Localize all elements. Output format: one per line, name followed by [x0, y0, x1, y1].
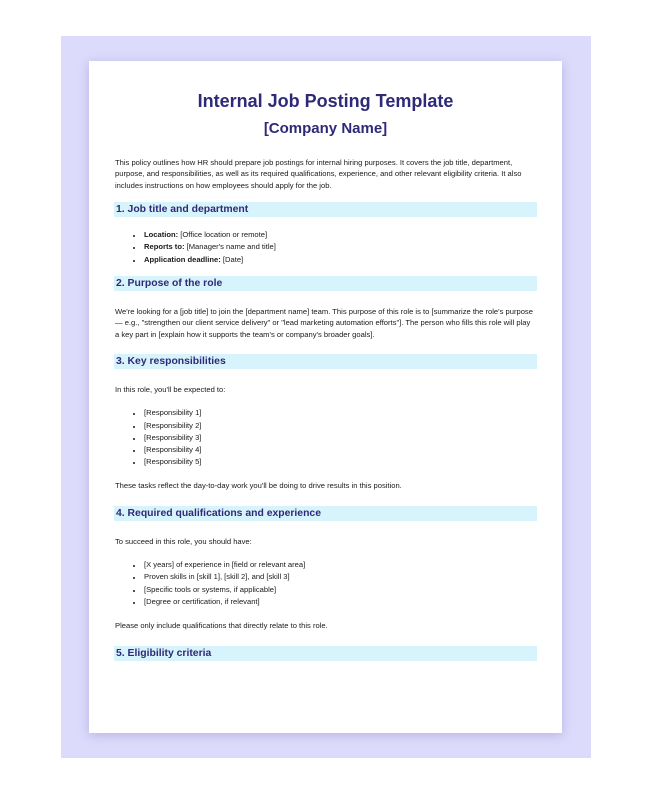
list-item: • [Degree or certification, if relevant] — [143, 596, 536, 608]
list-item — [143, 254, 536, 266]
responsibilities-intro: In this role, you'll be expected to: — [115, 385, 226, 395]
list-item: • [Specific tools or systems, if applicable] — [143, 584, 536, 596]
section-heading-eligibility: 5. Eligibility criteria — [114, 646, 537, 661]
qualifications-intro: To succeed in this role, you should have: — [115, 536, 252, 546]
list-item: • [Responsibility 2] — [143, 420, 536, 432]
list-item: • [Responsibility 4] — [143, 444, 536, 456]
item-label: Reports to: — [144, 242, 185, 252]
responsibilities-outro: These tasks reflect the day-to-day work you'll be doing to drive results in this position. — [115, 481, 402, 491]
document-page — [89, 61, 562, 733]
intro-paragraph: This policy outlines how HR should prepare job postings for internal hiring purposes. It covers the job title, department, purpose, and responsibilities, as well as its required qualifications, experience, and other relevant eligibility criteria. It also includes instructions on how employees should apply for the job. — [115, 158, 522, 190]
section-heading-purpose: 2. Purpose of the role — [114, 276, 537, 291]
item-label: Location: — [144, 230, 179, 240]
list-item — [143, 229, 536, 241]
item-label: Application deadline: — [144, 254, 221, 264]
list-item: • [X years] of experience in [field or relevant area] — [143, 559, 536, 571]
company-name: [Company Name] — [263, 120, 388, 137]
qualifications-list — [115, 559, 536, 608]
purpose-paragraph: We're looking for a [job title] to join the [department name] team. This purpose of this role is to [summarize the role's purpose — e.g., "strengthen our client service delivery" or "lead marketing automation efforts"]. The person who fills this role will play a key part in [explain how it supports the team's or company's broader goals]. — [115, 306, 533, 339]
section-heading-responsibilities: 3. Key responsibilities — [114, 354, 537, 369]
list-item: • [Responsibility 3] — [143, 432, 536, 444]
section-heading-job-title: 1. Job title and department — [114, 202, 537, 217]
list-item: • [Responsibility 5] — [143, 456, 536, 468]
list-item: • [Responsibility 1] — [143, 407, 536, 419]
document-title: Internal Job Posting Template — [197, 91, 454, 111]
item-value: [Office location or remote] — [178, 230, 268, 240]
qualifications-outro: Please only include qualifications that directly relate to this role. — [115, 621, 328, 631]
item-value: [Manager's name and title] — [184, 242, 276, 252]
job-details-list — [115, 229, 536, 266]
item-value: [Date] — [220, 254, 244, 264]
section-heading-qualifications: 4. Required qualifications and experience — [114, 506, 537, 521]
list-item: • Proven skills in [skill 1], [skill 2], and [skill 3] — [143, 571, 536, 583]
list-item — [143, 241, 536, 253]
responsibilities-list — [115, 407, 536, 468]
